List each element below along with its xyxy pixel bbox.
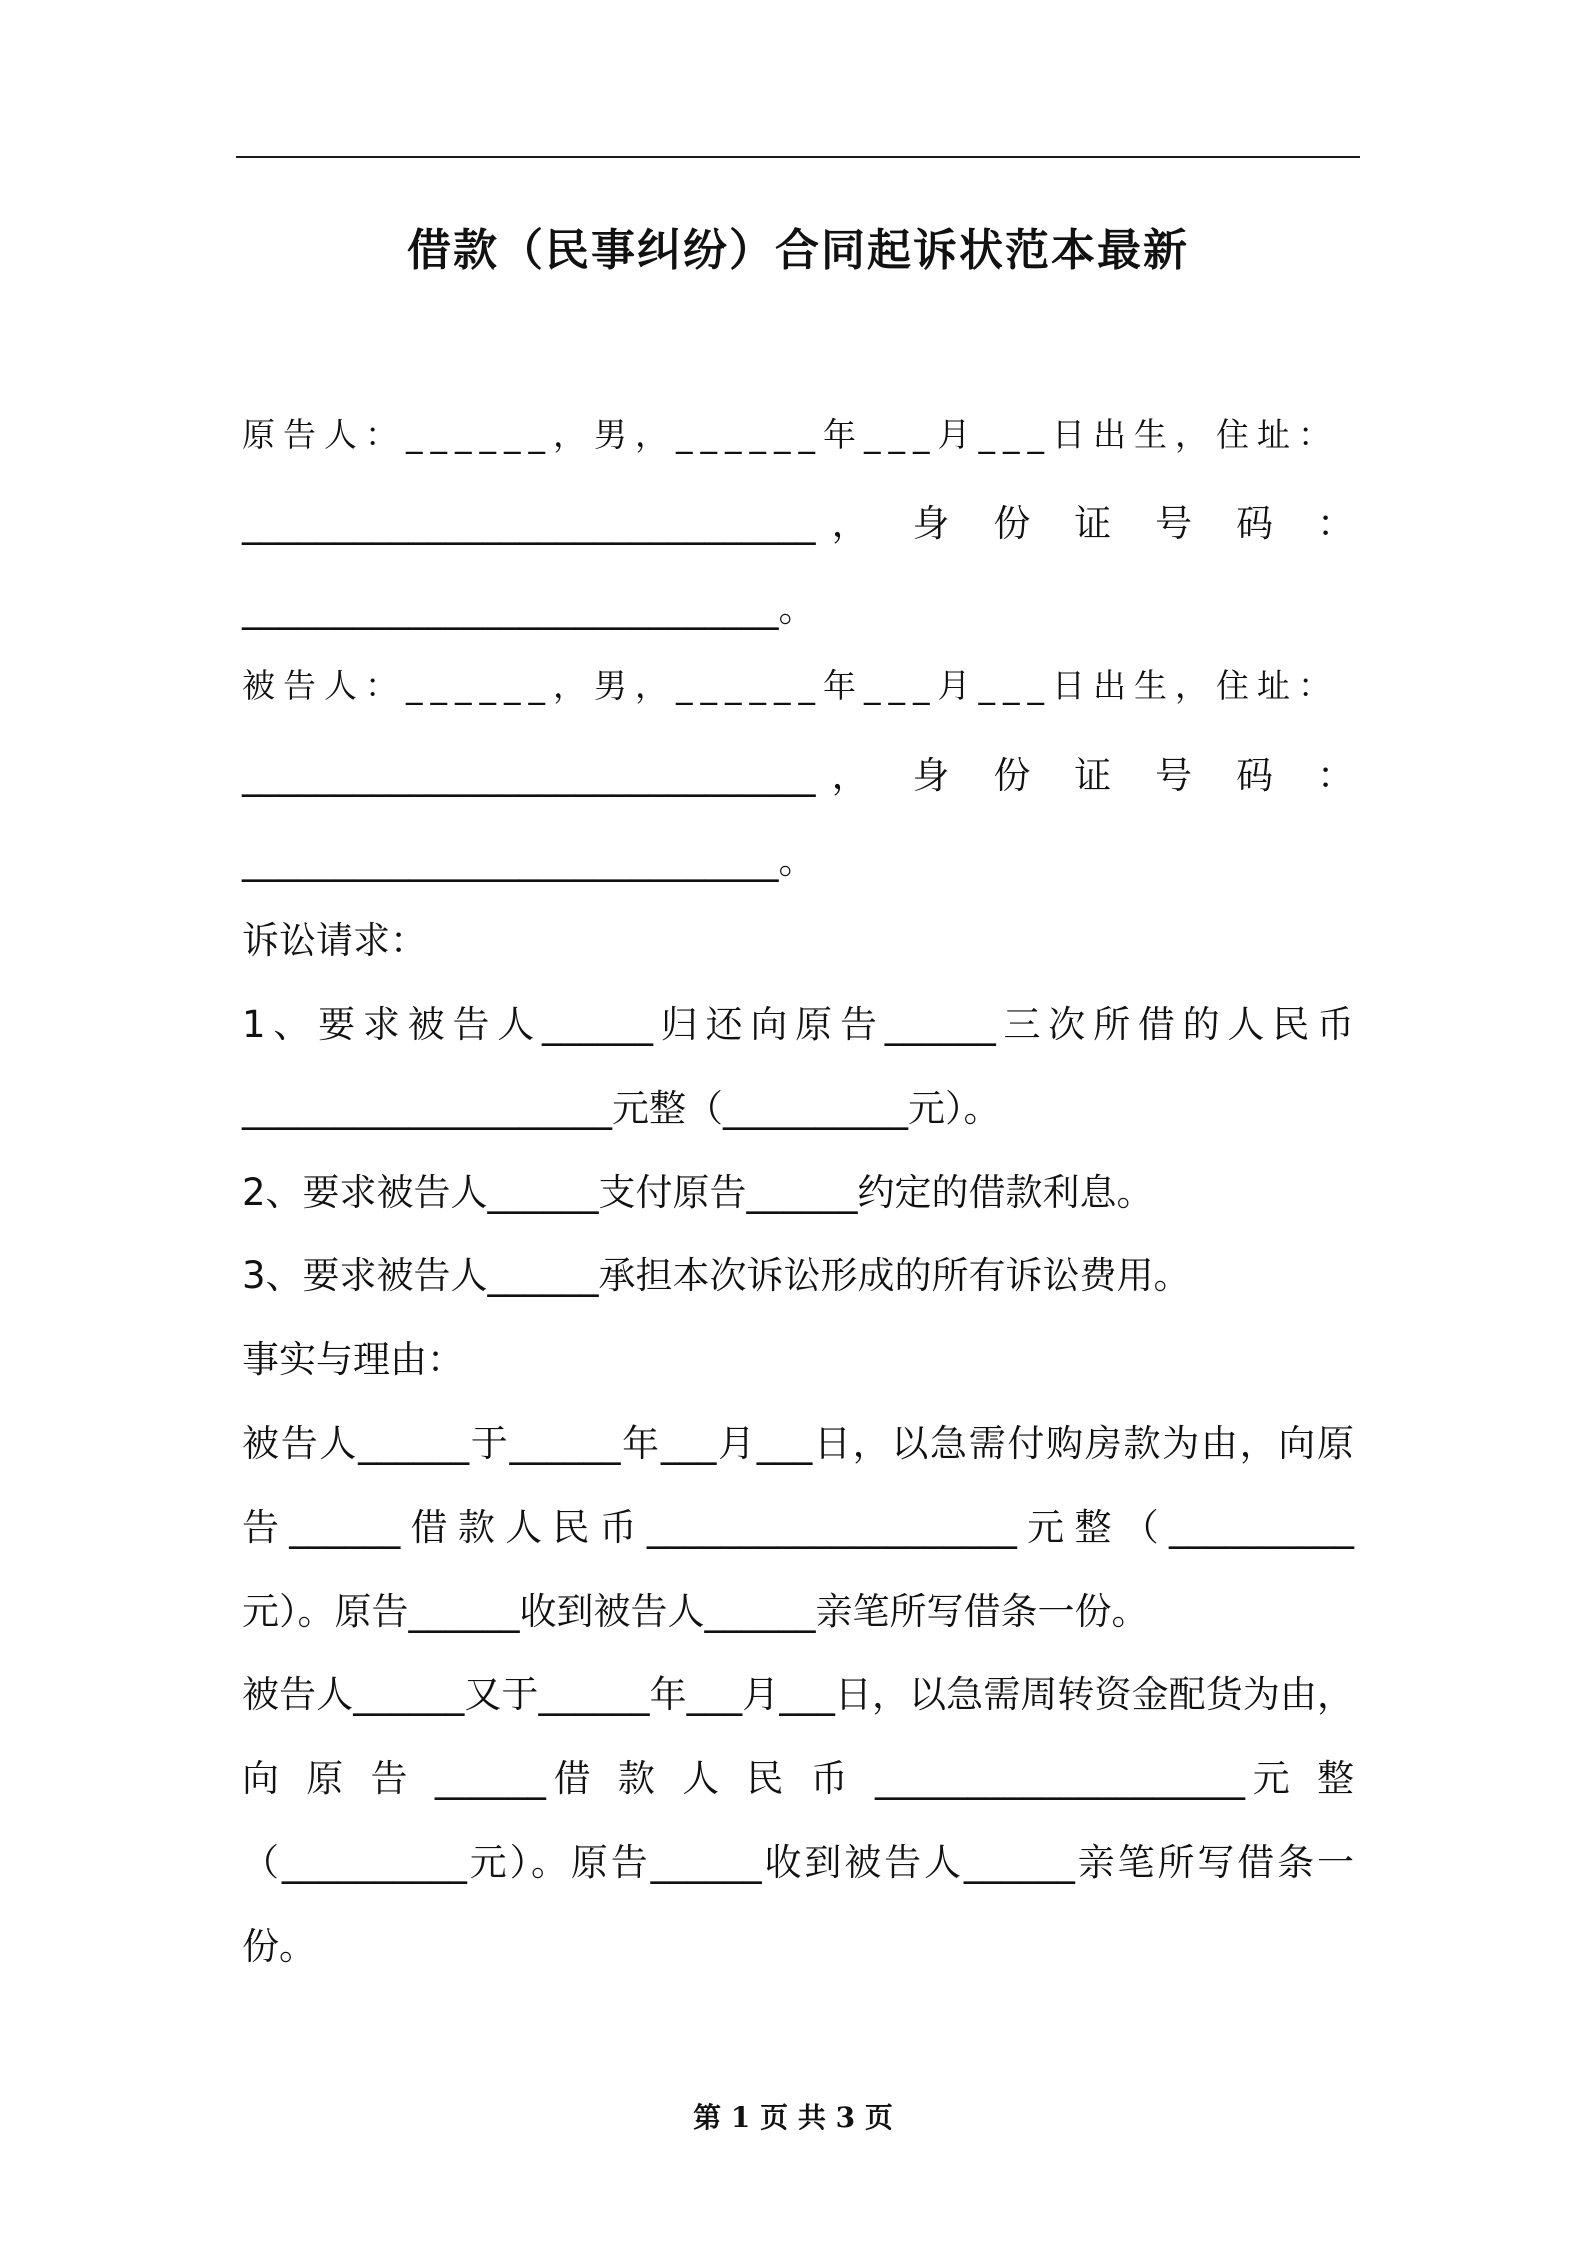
facts-heading: 事实与理由： bbox=[242, 1338, 464, 1381]
fact-2-line-2: 向 原 告 ______借 款 人 民 币 ____________________元 整 bbox=[242, 1757, 1354, 1800]
fact-1-line-1: 被告人______于______年___月___日，以急需付购房款为由，向原 bbox=[242, 1422, 1354, 1465]
defendant-address-line: _______________________________， 身 份 证 号 码 ： bbox=[242, 754, 1354, 797]
defendant-id-line: _____________________________。 bbox=[242, 839, 816, 882]
claim-1-line-1: 1、要求被告人______归还向原告______三次所借的人民币 bbox=[242, 1003, 1354, 1046]
claim-2: 2、要求被告人______支付原告______约定的借款利息。 bbox=[242, 1171, 1154, 1214]
plaintiff-address-line: _______________________________， 身 份 证 号 码 ： bbox=[242, 502, 1354, 545]
header-rule bbox=[236, 156, 1360, 158]
claim-3: 3、要求被告人______承担本次诉讼形成的所有诉讼费用。 bbox=[242, 1254, 1191, 1297]
claim-1-line-2: ____________________元整（__________元）。 bbox=[242, 1087, 1001, 1130]
claims-heading: 诉讼请求： bbox=[242, 919, 427, 962]
fact-1-line-3: 元）。原告______收到被告人______亲笔所写借条一份。 bbox=[242, 1590, 1149, 1633]
plaintiff-id-line: _____________________________。 bbox=[242, 587, 816, 630]
plaintiff-line: 原告人：______，男，______年___月___日出生，住址： bbox=[242, 415, 1339, 454]
defendant-line: 被告人：______，男，______年___月___日出生，住址： bbox=[242, 666, 1339, 705]
fact-1-line-2: 告______借款人民币____________________元整（__________ bbox=[242, 1506, 1354, 1549]
page-number: 第 1 页 共 3 页 bbox=[693, 2101, 893, 2134]
fact-2-line-3: （__________元）。原告______收到被告人______亲笔所写借条一 bbox=[242, 1841, 1354, 1884]
fact-2-line-1: 被告人______又于______年___月___日，以急需周转资金配货为由， bbox=[242, 1673, 1354, 1716]
document-title: 借款（民事纠纷）合同起诉状范本最新 bbox=[407, 225, 1189, 276]
fact-2-line-4: 份。 bbox=[242, 1925, 316, 1968]
